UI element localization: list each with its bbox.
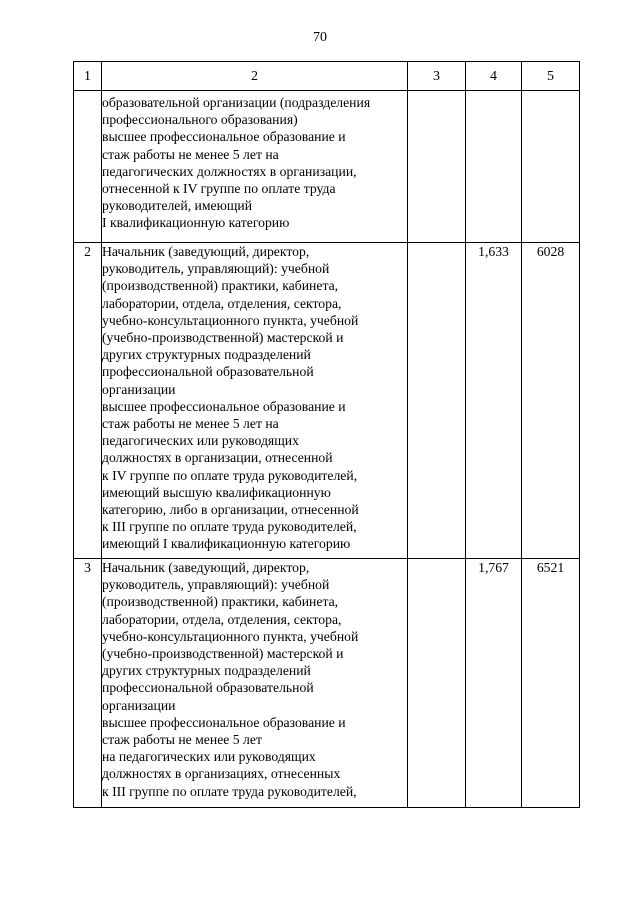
page-number: 70 <box>313 30 327 45</box>
coefficient-cell: 1,633 <box>466 243 522 559</box>
position-description-cell <box>102 243 408 559</box>
table-row <box>74 91 580 243</box>
salary-cell: 6028 <box>522 243 580 559</box>
position-description: образовательной организации (подразделения профессионального образования) высшее профессиональное образование и стаж работы не менее 5 лет на педагогических должностях в организации, отнесенной к IV группе по оплате труда руководителей, имеющий I квалификационную категорию <box>102 95 371 231</box>
column-header: 2 <box>102 62 408 91</box>
column-header: 5 <box>522 62 580 91</box>
position-description: Начальник (заведующий, директор, руководитель, управляющий): учебной (производственной) практики, кабинета, лаборатории, отдела, отделения, сектора, учебно-консультационного пункта, учебной (учебно-производственной) мастерской и других структурных подразделений профессиональной образовательной организации высшее профессиональное образование и стаж работы не менее 5 лет на педагогических или руководящих должностях в организациях, отнесенных к III группе по оплате труда руководителей, <box>102 560 359 799</box>
column-header: 3 <box>408 62 466 91</box>
table-header-row <box>74 62 580 91</box>
position-description-cell <box>102 91 408 243</box>
salary-cell <box>522 91 580 243</box>
row-number-cell: 2 <box>74 243 102 559</box>
coefficient-cell: 1,767 <box>466 559 522 808</box>
column-3-cell <box>408 243 466 559</box>
column-header: 4 <box>466 62 522 91</box>
column-3-cell <box>408 559 466 808</box>
row-number-cell: 3 <box>74 559 102 808</box>
row-number-cell <box>74 91 102 243</box>
salary-cell: 6521 <box>522 559 580 808</box>
coefficient-cell <box>466 91 522 243</box>
position-description: Начальник (заведующий, директор, руководитель, управляющий): учебной (производственной) практики, кабинета, лаборатории, отдела, отделения, сектора, учебно-консультационного пункта, учебной (учебно-производственной) мастерской и других структурных подразделений профессиональной образовательной организации высшее профессиональное образование и стаж работы не менее 5 лет на педагогических или руководящих должностях в организации, отнесенной к IV группе по оплате труда руководителей, имеющий высшую квалификационную категорию, либо в организации, отнесенной к III группе по оплате труда руководителей, имеющий I квалификационную категорию <box>102 244 359 552</box>
column-header: 1 <box>74 62 102 91</box>
table-row <box>74 243 580 559</box>
position-description-cell <box>102 559 408 808</box>
salary-table <box>73 61 580 808</box>
table-row <box>74 559 580 808</box>
column-3-cell <box>408 91 466 243</box>
